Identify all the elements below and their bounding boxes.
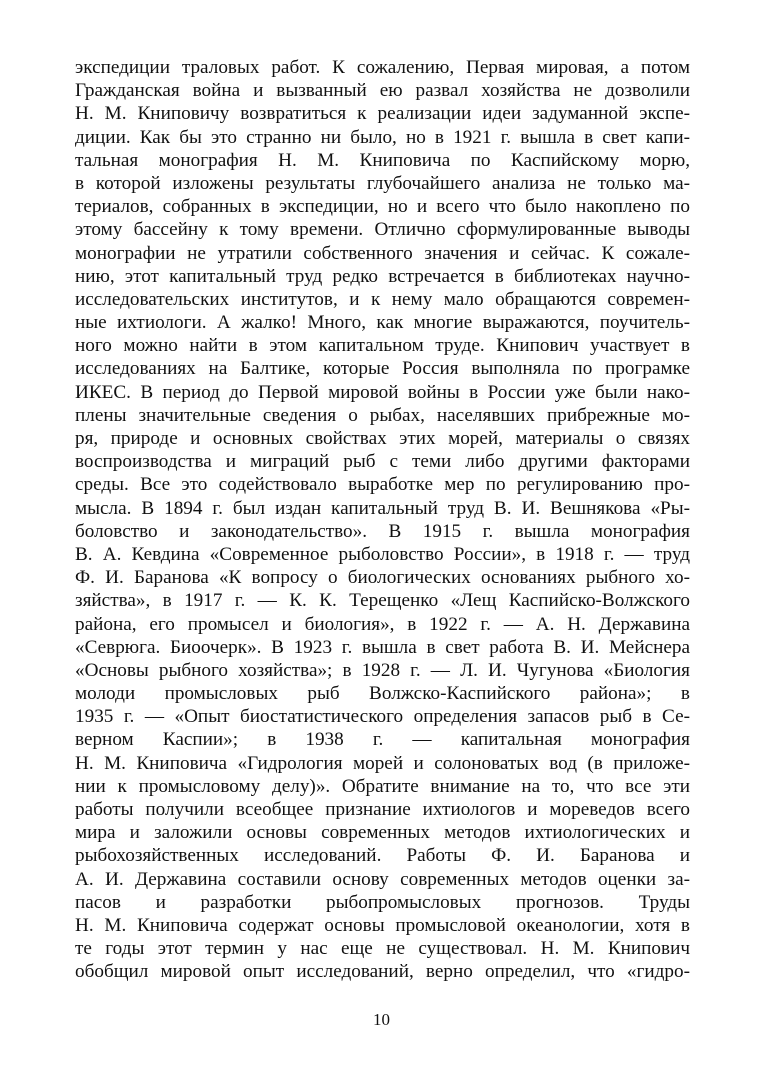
text-line: пасов и разработки рыбопромысловых прогнозов. Труды — [75, 891, 690, 913]
text-line: обобщил мировой опыт исследований, верно определил, что «гидро- — [75, 961, 690, 983]
text-line: «Основы рыбного хозяйства»; в 1928 г. — Л. И. Чугунова «Биология — [75, 659, 690, 681]
text-line: диции. Как бы это странно ни было, но в 1921 г. вышла в свет капи- — [75, 126, 690, 148]
text-line: рыбохозяйственных исследований. Работы Ф. И. Баранова и — [75, 845, 690, 867]
text-line: района, его промысел и биология», в 1922 г. — А. Н. Державина — [75, 613, 690, 635]
text-line: ря, природе и основных свойствах этих морей, материалы о связях — [75, 428, 690, 449]
text-line: в которой изложены результаты глубочайшего анализа не только ма- — [75, 172, 690, 194]
text-line: нию, этот капитальный труд редко встречается в библиотеках научно- — [75, 265, 690, 287]
text-line: ные ихтиологи. А жалко! Много, как многие выражаются, поучитель- — [75, 312, 690, 334]
body-text — [75, 56, 690, 984]
text-line: В. А. Кевдина «Современное рыболовство России», в 1918 г. — труд — [75, 543, 690, 565]
text-line: Н. М. Книповича «Гидрология морей и солоноватых вод (в приложе- — [75, 752, 690, 774]
text-line: мысла. В 1894 г. был издан капитальный труд В. И. Вешнякова «Ры- — [75, 497, 690, 519]
text-line: экспедиции траловых работ. К сожалению, Первая мировая, а потом — [75, 57, 690, 78]
text-line: нии к промысловому делу)». Обратите внимание на то, что все эти — [75, 775, 690, 797]
text-line: териалов, собранных в экспедиции, но и всего что было накоплено по — [75, 196, 690, 218]
text-line: Ф. И. Баранова «К вопросу о биологических основаниях рыбного хо- — [75, 567, 690, 589]
text-line: плены значительные сведения о рыбах, населявших прибрежные мо- — [75, 404, 690, 426]
text-line: верном Каспии»; в 1938 г. — капитальная монография — [75, 729, 690, 751]
text-line: этому бассейну к тому времени. Отлично сформулированные выводы — [75, 219, 690, 241]
text-line: «Севрюга. Биоочерк». В 1923 г. вышла в свет работа В. И. Мейснера — [75, 636, 690, 658]
text-line: исследовательских институтов, и к нему мало обращаются современ- — [75, 288, 690, 310]
text-line: ИКЕС. В период до Первой мировой войны в России уже были нако- — [75, 381, 690, 403]
text-line: Н. М. Книповичу возвратиться к реализации идеи задуманной экспе- — [75, 103, 690, 125]
text-line: монографии не утратили собственного значения и сейчас. К сожале- — [75, 242, 690, 264]
text-line: 1935 г. — «Опыт биостатистического определения запасов рыб в Се- — [75, 706, 690, 728]
text-line: среды. Все это содействовало выработке мер по регулированию про- — [75, 474, 690, 496]
text-line: зяйства», в 1917 г. — К. К. Терещенко «Лещ Каспийско-Волжского — [75, 590, 690, 612]
text-line: Н. М. Книповича содержат основы промысловой океанологии, хотя в — [75, 914, 690, 936]
text-line: работы получили всеобщее признание ихтиологов и мореведов всего — [75, 799, 690, 820]
text-line: воспроизводства и миграций рыб с теми либо другими факторами — [75, 451, 690, 473]
text-line: мира и заложили основы современных методов ихтиологических и — [75, 822, 690, 844]
text-line: исследованиях на Балтике, которые Россия выполняла по програмке — [75, 358, 690, 380]
text-line: тальная монография Н. М. Книповича по Каспийскому морю, — [75, 149, 690, 171]
page-number: 10 — [373, 1010, 390, 1029]
text-line: те годы этот термин у нас еще не существовал. Н. М. Книпович — [75, 938, 690, 960]
text-line: боловство и законодательство». В 1915 г. вышла монография — [75, 520, 690, 542]
text-line: А. И. Державина составили основу современных методов оценки за- — [75, 868, 690, 890]
text-line: Гражданская война и вызванный ею развал хозяйства не дозволили — [75, 80, 690, 102]
text-line: молоди промысловых рыб Волжско-Каспийского района»; в — [75, 683, 690, 705]
text-line: ного можно найти в этом капитальном труде. Книпович участвует в — [75, 335, 690, 357]
